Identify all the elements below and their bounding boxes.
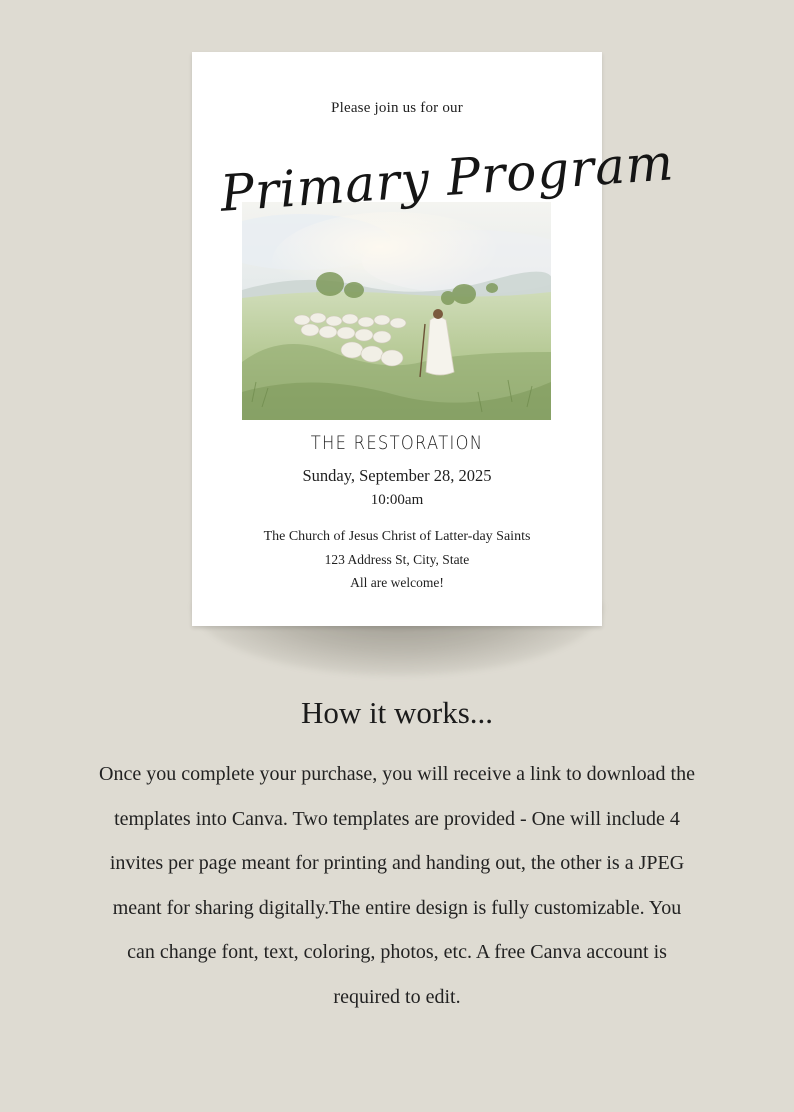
how-it-works-heading: How it works... xyxy=(300,695,494,730)
event-time: 10:00am xyxy=(370,492,424,508)
event-location: The Church of Jesus Christ of Latter-day Saints xyxy=(263,529,531,544)
event-title: THE RESTORATION xyxy=(310,432,484,454)
shepherd-watercolor-image xyxy=(242,202,551,420)
how-it-works-body: Once you complete your purchase, you will receive a link to download the templates into Canva. Two templates are provided - One will include 4 invites per page meant for printing and handing out, the other is a JPEG meant for sharing digitally.The entire design is fully customizable. You can change font, text, coloring, photos, etc. A free Canva account is required to edit. xyxy=(99,763,695,1008)
program-script-title: Primary Program xyxy=(218,133,676,223)
invitation-card xyxy=(192,52,676,626)
event-date: Sunday, September 28, 2025 xyxy=(302,466,492,485)
invitation-intro: Please join us for our xyxy=(331,100,463,116)
event-address: 123 Address St, City, State xyxy=(324,552,470,567)
event-welcome: All are welcome! xyxy=(350,575,444,590)
